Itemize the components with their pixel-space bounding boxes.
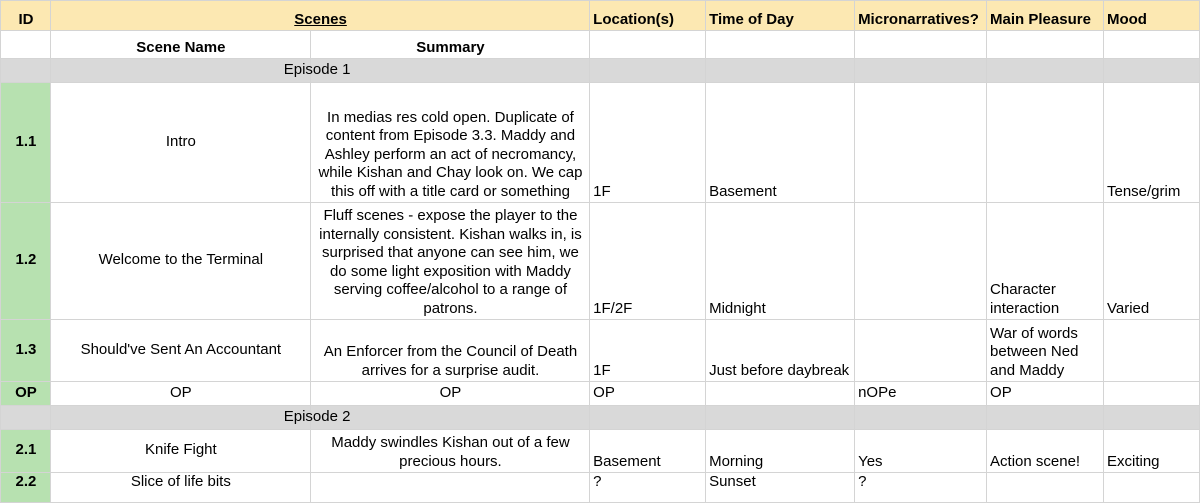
header-locations[interactable]: Location(s) bbox=[590, 1, 706, 31]
row-id[interactable]: 1.1 bbox=[1, 83, 51, 203]
episode-label[interactable] bbox=[283, 406, 589, 430]
scene-summary[interactable]: Maddy swindles Kishan out of a few precious hours. bbox=[310, 430, 589, 473]
location[interactable]: ? bbox=[590, 473, 706, 503]
cell[interactable] bbox=[987, 406, 1104, 430]
cell[interactable] bbox=[590, 31, 706, 59]
row-id[interactable]: 1.2 bbox=[1, 203, 51, 320]
scene-summary[interactable]: Fluff scenes - expose the player to the internally consistent. Kishan walks in, is surprised that anyone can see him, we do some light exposition with Maddy serving coffee/alcohol to a range of patrons. bbox=[310, 203, 589, 320]
mood[interactable] bbox=[1103, 382, 1199, 406]
episode-label-text: Episode 1 bbox=[283, 60, 351, 78]
mood[interactable]: Exciting bbox=[1103, 430, 1199, 473]
table-row bbox=[1, 430, 1200, 473]
row-id[interactable]: 2.1 bbox=[1, 430, 51, 473]
time-of-day[interactable]: Sunset bbox=[706, 473, 855, 503]
micronarratives[interactable]: nOPe bbox=[855, 382, 987, 406]
subheader-row bbox=[1, 31, 1200, 59]
cell[interactable] bbox=[855, 31, 987, 59]
table-row bbox=[1, 83, 1200, 203]
cell[interactable] bbox=[706, 59, 855, 83]
cell[interactable] bbox=[1, 59, 51, 83]
main-pleasure[interactable] bbox=[987, 473, 1104, 503]
header-main-pleasure[interactable]: Main Pleasure bbox=[987, 1, 1104, 31]
scene-name[interactable]: Should've Sent An Accountant bbox=[50, 320, 310, 382]
mood[interactable] bbox=[1103, 320, 1199, 382]
cell[interactable] bbox=[1103, 406, 1199, 430]
mood[interactable]: Varied bbox=[1103, 203, 1199, 320]
main-pleasure[interactable]: War of words between Ned and Maddy bbox=[987, 320, 1104, 382]
location[interactable]: OP bbox=[590, 382, 706, 406]
scene-summary[interactable]: An Enforcer from the Council of Death arrives for a surprise audit. bbox=[310, 320, 589, 382]
table-row bbox=[1, 320, 1200, 382]
row-id[interactable]: 1.3 bbox=[1, 320, 51, 382]
header-mood[interactable]: Mood bbox=[1103, 1, 1199, 31]
main-pleasure[interactable]: OP bbox=[987, 382, 1104, 406]
cell[interactable] bbox=[855, 59, 987, 83]
header-row bbox=[1, 1, 1200, 31]
cell[interactable] bbox=[1, 31, 51, 59]
episode-row bbox=[1, 59, 1200, 83]
header-id[interactable]: ID bbox=[1, 1, 51, 31]
location[interactable]: 1F/2F bbox=[590, 203, 706, 320]
table-row bbox=[1, 203, 1200, 320]
episode-row bbox=[1, 406, 1200, 430]
cell[interactable] bbox=[1103, 59, 1199, 83]
episode-label-text: Episode 2 bbox=[283, 407, 351, 425]
mood[interactable] bbox=[1103, 473, 1199, 503]
row-id[interactable]: 2.2 bbox=[1, 473, 51, 503]
table-row bbox=[1, 473, 1200, 503]
time-of-day[interactable]: Midnight bbox=[706, 203, 855, 320]
micronarratives[interactable] bbox=[855, 203, 987, 320]
header-time-of-day[interactable]: Time of Day bbox=[706, 1, 855, 31]
time-of-day[interactable] bbox=[706, 382, 855, 406]
location[interactable]: 1F bbox=[590, 320, 706, 382]
cell[interactable] bbox=[987, 59, 1104, 83]
scene-summary[interactable] bbox=[310, 473, 589, 503]
micronarratives[interactable]: Yes bbox=[855, 430, 987, 473]
cell[interactable] bbox=[855, 406, 987, 430]
mood[interactable]: Tense/grim bbox=[1103, 83, 1199, 203]
micronarratives[interactable]: ? bbox=[855, 473, 987, 503]
cell[interactable] bbox=[50, 59, 310, 83]
scene-name[interactable]: Intro bbox=[50, 83, 310, 203]
location[interactable]: 1F bbox=[590, 83, 706, 203]
main-pleasure[interactable]: Character interaction bbox=[987, 203, 1104, 320]
time-of-day[interactable]: Morning bbox=[706, 430, 855, 473]
cell[interactable] bbox=[1, 406, 51, 430]
micronarratives[interactable] bbox=[855, 83, 987, 203]
scene-summary[interactable]: OP bbox=[310, 382, 589, 406]
scene-name[interactable]: Welcome to the Terminal bbox=[50, 203, 310, 320]
row-id[interactable]: OP bbox=[1, 382, 51, 406]
cell[interactable] bbox=[1103, 31, 1199, 59]
cell[interactable] bbox=[590, 59, 706, 83]
scene-name[interactable]: Knife Fight bbox=[50, 430, 310, 473]
main-pleasure[interactable] bbox=[987, 83, 1104, 203]
main-pleasure[interactable]: Action scene! bbox=[987, 430, 1104, 473]
micronarratives[interactable] bbox=[855, 320, 987, 382]
episode-label[interactable] bbox=[283, 59, 589, 83]
time-of-day[interactable]: Basement bbox=[706, 83, 855, 203]
time-of-day[interactable]: Just before daybreak bbox=[706, 320, 855, 382]
scene-summary[interactable]: In medias res cold open. Duplicate of content from Episode 3.3. Maddy and Ashley perform an act of necromancy, while Kishan and Chay look on. We cap this off with a title card or something bbox=[310, 83, 589, 203]
cell[interactable] bbox=[706, 31, 855, 59]
table-row bbox=[1, 382, 1200, 406]
scene-name[interactable]: Slice of life bits bbox=[50, 473, 310, 503]
header-micronarratives[interactable]: Micronarratives? bbox=[855, 1, 987, 31]
scene-name[interactable]: OP bbox=[50, 382, 310, 406]
cell[interactable] bbox=[50, 406, 310, 430]
subheader-summary[interactable]: Summary bbox=[310, 31, 589, 59]
cell[interactable] bbox=[706, 406, 855, 430]
cell[interactable] bbox=[987, 31, 1104, 59]
subheader-scene-name[interactable]: Scene Name bbox=[50, 31, 310, 59]
header-scenes[interactable]: Scenes bbox=[50, 1, 589, 31]
location[interactable]: Basement bbox=[590, 430, 706, 473]
cell[interactable] bbox=[590, 406, 706, 430]
